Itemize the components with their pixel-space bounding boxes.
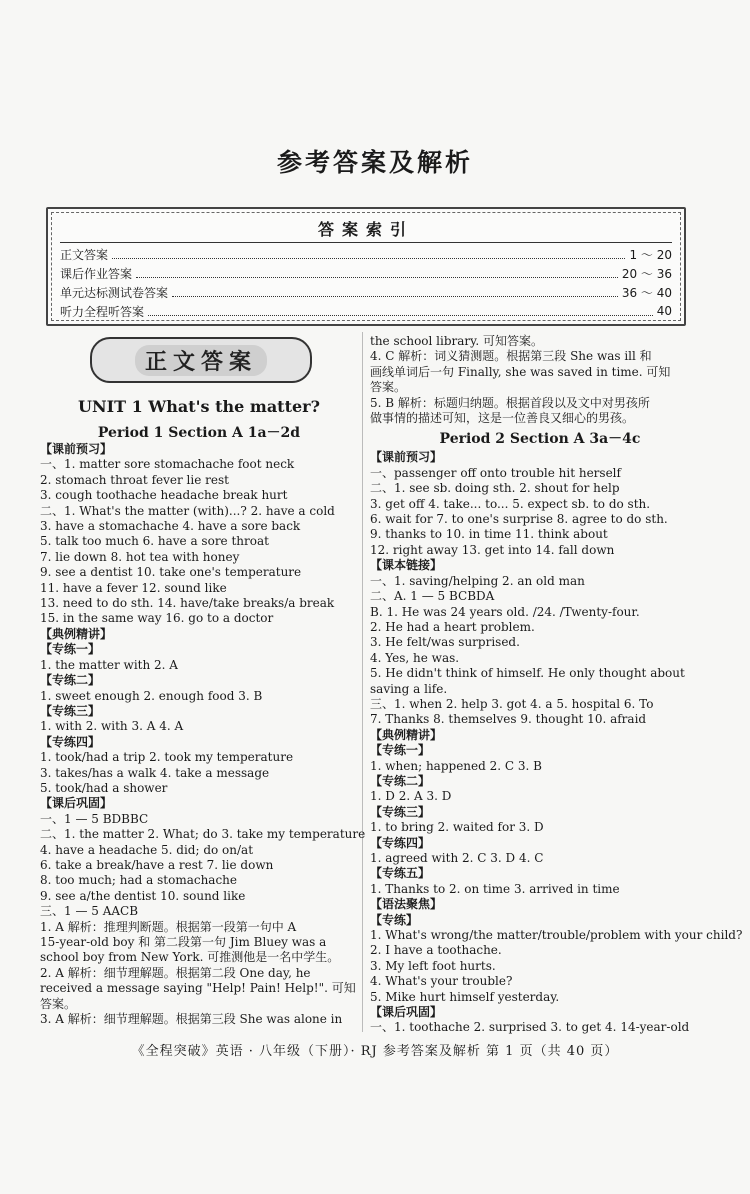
answer-line: 2. A 解析：细节理解题。根据第二段 One day, he [40,965,311,980]
section-label: 【专练五】 [370,866,431,881]
answer-line: 答案。 [40,996,77,1011]
period-heading: Period 2 Section A 3a－4c [439,431,641,448]
section-label: 【专练四】 [370,835,431,850]
unit-heading: UNIT 1 What's the matter? [78,397,320,416]
answer-line: 5. B 解析：标题归纳题。根据首段以及文中对男孩所 [370,395,650,410]
answer-line: 3. cough toothache headache break hurt [40,488,288,503]
section-label: 【专练】 [370,912,419,927]
right-column [370,334,743,1036]
answer-line: 画线单词后一句 Finally, she was saved in time. 可知 [370,364,671,379]
answer-line: 二、1. see sb. doing sth. 2. shout for help [370,481,620,496]
answer-line: 一、1 — 5 BDBBC [40,811,149,826]
section-label: 【专练一】 [370,743,431,758]
answer-line: 2. I have a toothache. [370,943,502,958]
answer-line: 6. take a break/have a rest 7. lie down [40,857,274,872]
answer-line: 1. sweet enough 2. enough food 3. B [40,688,263,703]
answer-line: 9. see a dentist 10. take one's temperature [40,565,302,580]
index-row: 单元达标测试卷答案 36 ～ 40 [60,285,672,300]
section-label: 【典例精讲】 [370,727,443,742]
answer-line: 1. to bring 2. waited for 3. D [370,820,544,835]
left-column [40,396,366,1027]
right-top-lines [370,334,710,426]
answer-line: B. 1. He was 24 years old. /24. /Twenty-four. [370,604,640,619]
page-title: 参考答案及解析 [276,148,473,177]
answer-line: received a message saying "Help! Pain! Help!". 可知 [40,981,356,996]
section-label: 【专练二】 [370,773,431,788]
section-label: 【典例精讲】 [40,626,113,641]
answer-line: 做事情的描述可知，这是一位善良又细心的男孩。 [370,411,635,426]
index-row: 正文答案 1 ～ 20 [60,247,672,262]
answer-line: 1. took/had a trip 2. took my temperature [40,750,294,765]
answer-line: 3. A 解析：细节理解题。根据第三段 She was alone in [40,1012,343,1027]
section-label: 【专练一】 [40,642,101,657]
answer-line: 4. C 解析：词义猜测题。根据第三段 She was ill 和 [370,349,652,364]
answer-line: 5. took/had a shower [40,780,168,795]
answer-line: 一、1. toothache 2. surprised 3. to get 4. 14-year-old [370,1020,690,1035]
period-heading: Period 1 Section A 1a－2d [97,425,301,441]
answer-line: 2. He had a heart problem. [370,619,535,634]
answer-line: 12. right away 13. get into 14. fall down [370,542,615,557]
section-label: 【课本链接】 [370,558,443,573]
column-divider [362,332,363,1032]
answer-line: 一、1. saving/helping 2. an old man [370,573,585,588]
answer-line: 7. lie down 8. hot tea with honey [40,549,240,564]
answer-line: 一、passenger off onto trouble hit herself [370,465,621,480]
answer-index-box [46,207,686,326]
answer-line: 三、1 — 5 AACB [40,904,139,919]
section-banner: 正文答案 [90,337,312,383]
answer-line: 6. wait for 7. to one's surprise 8. agree to do sth. [370,512,668,527]
answer-line: 二、1. What's the matter (with)...? 2. have a cold [40,503,335,518]
answer-line: 1. with 2. with 3. A 4. A [40,719,184,734]
answer-line: 1. A 解析：推理判断题。根据第一段第一句中 A [40,919,297,934]
answer-line: 7. Thanks 8. themselves 9. thought 10. afraid [370,712,647,727]
answer-line: the school library. 可知答案。 [370,334,543,348]
answer-line: 三、1. when 2. help 3. got 4. a 5. hospital 6. To [370,696,654,711]
section-label: 【课前预习】 [370,450,443,465]
index-heading: 答案索引 [48,217,684,240]
answer-line: 15. in the same way 16. go to a doctor [40,611,274,626]
section-label: 【课前预习】 [40,442,113,456]
page-footer: 《全程突破》英语 · 八年级（下册）· RJ 参考答案及解析 第 1 页（共 40 页） [131,1044,619,1059]
section-label: 【专练三】 [370,804,431,819]
left-answer-lines [40,442,366,1027]
section-label: 【专练四】 [40,734,101,749]
section-label: 【专练二】 [40,673,101,688]
index-row: 听力全程听答案 40 [60,304,672,319]
section-label: 【语法聚焦】 [370,897,443,912]
answer-line: 5. talk too much 6. have a sore throat [40,534,269,549]
answer-line: 3. get off 4. take... to... 5. expect sb. to do sth. [370,496,651,511]
answer-line: 11. have a fever 12. sound like [40,580,227,595]
answer-line: 8. too much; had a stomachache [40,873,238,888]
answer-line: 1. when; happened 2. C 3. B [370,758,542,773]
answer-line: 4. Yes, he was. [370,650,460,665]
answer-line: 2. stomach throat fever lie rest [40,472,229,487]
answer-line: 一、1. matter sore stomachache foot neck [40,457,295,472]
answer-line: 3. He felt/was surprised. [370,635,520,650]
answer-line: 15-year-old boy 和 第二段第一句 Jim Bluey was a [40,935,327,949]
section-label: 【课后巩固】 [370,1005,443,1020]
section-label: 【课后巩固】 [40,796,113,811]
answer-line: 4. What's your trouble? [370,974,513,989]
answer-line: 3. My left foot hurts. [370,958,496,973]
answer-line: 5. Mike hurt himself yesterday. [370,989,560,1004]
section-label: 【专练三】 [40,703,101,718]
answer-line: 3. have a stomachache 4. have a sore back [40,519,301,534]
answer-line: 1. agreed with 2. C 3. D 4. C [370,851,544,865]
answer-line: 5. He didn't think of himself. He only thought about [370,666,685,681]
answer-line: 1. D 2. A 3. D [370,789,452,804]
answer-line: 1. the matter with 2. A [40,657,178,672]
right-answer-lines [370,450,743,1035]
answer-line: 二、A. 1 — 5 BCBDA [370,589,495,604]
answer-line: 二、1. the matter 2. What; do 3. take my temperature [40,827,366,842]
answer-line: 1. What's wrong/the matter/trouble/problem with your child? [370,928,743,943]
answer-line: 13. need to do sth. 14. have/take breaks/a break [40,596,335,611]
answer-line: 答案。 [370,380,407,395]
answer-line: 3. takes/has a walk 4. take a message [40,765,270,780]
answer-line: 4. have a headache 5. did; do on/at [40,842,254,857]
answer-line: 9. see a/the dentist 10. sound like [40,888,246,903]
answer-line: school boy from New York. 可推测他是一名中学生。 [40,950,340,965]
answer-line: 9. thanks to 10. in time 11. think about [370,527,608,542]
answer-line: saving a life. [370,681,448,696]
index-row: 课后作业答案 20 ～ 36 [60,266,672,281]
answer-line: 1. Thanks to 2. on time 3. arrived in time [370,881,620,896]
